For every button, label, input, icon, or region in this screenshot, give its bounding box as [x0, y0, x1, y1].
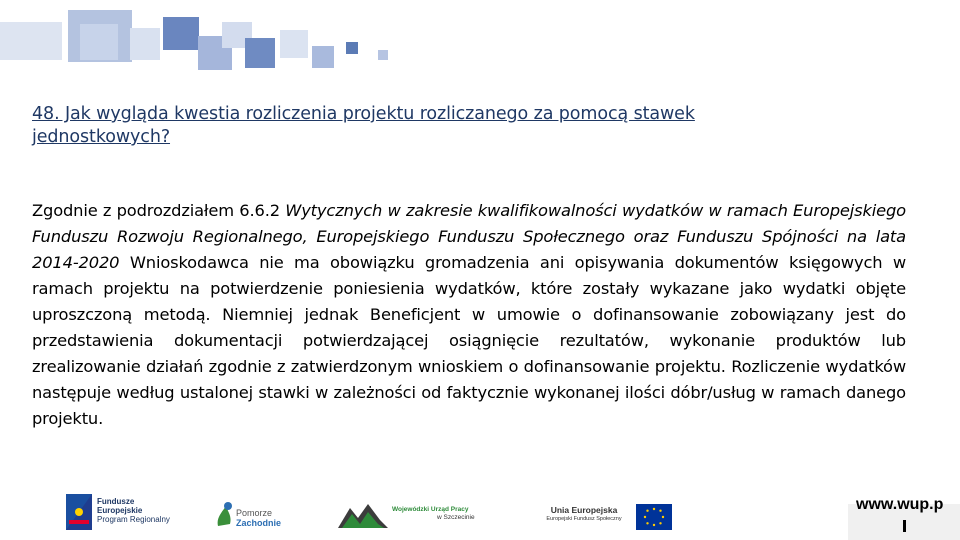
- deco-square: [312, 46, 334, 68]
- web-address-cursor: [903, 520, 906, 532]
- logo-fe-line1: Fundusze: [97, 497, 135, 506]
- question-heading: 48. Jak wygląda kwestia rozliczenia projektu rozliczanego za pomocą stawek jednostkowych?: [32, 104, 695, 147]
- pomorze-zachodnie-icon: [214, 500, 236, 530]
- logo-ue-line1: Unia Europejska: [550, 505, 618, 515]
- deco-square: [280, 30, 308, 58]
- deco-square: [245, 38, 275, 68]
- logo-unia-europejska: [538, 488, 678, 534]
- deco-square: [80, 24, 118, 60]
- logo-pz-line1: Pomorze: [236, 508, 273, 518]
- deco-square: [378, 50, 388, 60]
- logo-wup-line2: w Szczecinie: [437, 514, 475, 521]
- footer-logos: [0, 488, 960, 540]
- web-address-box: [848, 496, 960, 540]
- answer-part: Zgodnie z podrozdziałem 6.6.2: [32, 201, 286, 220]
- logo-wup-szczecin: [338, 488, 478, 534]
- logo-pomorze-zachodnie: [214, 488, 284, 534]
- logo-fe-line2: Europejskie: [97, 506, 143, 515]
- deco-square: [0, 22, 62, 60]
- deco-square: [346, 42, 358, 54]
- logo-wup-line1: Wojewódzki Urząd Pracy: [392, 506, 469, 513]
- logo-fe-line3: Program Regionalny: [97, 515, 170, 524]
- answer-part-italic: Wytycznych w zakresie kwalifikowalności wydatków w ramach Europejskiego Funduszu Rozwoju Regionalnego, Europejskiego Funduszu Społecznego oraz Funduszu Spójności na lata 2014-2020: [32, 201, 906, 272]
- wup-building-icon: [338, 500, 388, 530]
- answer-part: Wnioskodawca nie ma obowiązku gromadzenia ani opisywania dokumentów księgowych w ramach projektu na potwierdzenie poniesienia wydatków, które zostały wykazane jako wydatki objęte uproszczoną metodą. Niemniej jednak Beneficjent w umowie o dofinansowanie zobowiązany jest do przedstawienia dokumentacji potwierdzającej osiągnięcie rezultatów, wykonanie produktów lub zrealizowanie działań zgodnie z zatwierdzonym wnioskiem o dofinansowanie projektu. Rozliczenie wydatków następuje według ustalonej stawki w zależności od faktycznie wykonanej ilości dóbr/usług w ramach danego projektu.: [32, 253, 906, 428]
- answer-paragraph: [32, 198, 906, 432]
- deco-square: [163, 17, 199, 50]
- web-address-link[interactable]: www.wup.p: [856, 496, 944, 513]
- fundusze-europejskie-icon: [66, 494, 92, 530]
- eu-flag-icon: [636, 504, 672, 530]
- logo-pz-line2: Zachodnie: [236, 518, 282, 528]
- logo-ue-line2: Europejski Fundusz Społeczny: [546, 516, 622, 522]
- logo-fundusze-europejskie: [66, 488, 170, 534]
- deco-square: [130, 28, 160, 60]
